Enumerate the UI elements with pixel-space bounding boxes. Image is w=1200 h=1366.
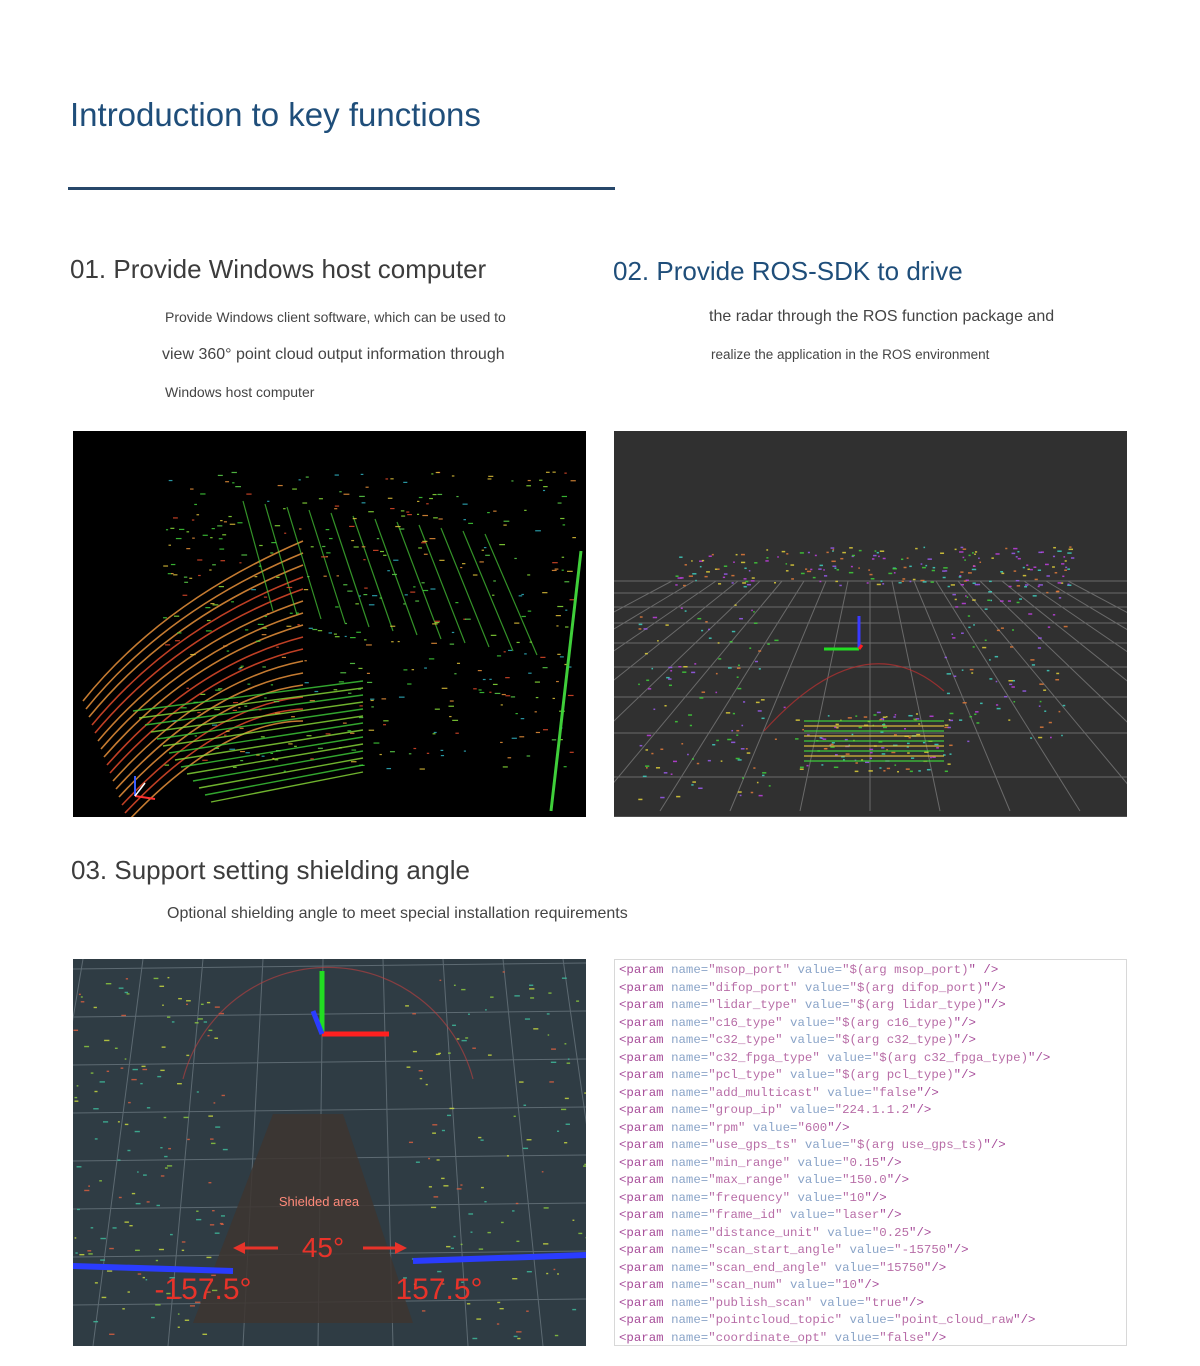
section-1-desc-line-3: Windows host computer [165, 384, 315, 400]
shield-angle-label: 45° [301, 1232, 345, 1263]
code-line-scan-end-angle: <param name="scan_end_angle" value="15750"/> [619, 1260, 947, 1275]
section-1-desc-line-2: view 360° point cloud output information through [162, 346, 505, 363]
section-2-title: 02. Provide ROS-SDK to drive [613, 256, 963, 286]
code-line-scan-start-angle: <param name="scan_start_angle" value="-15750"/> [619, 1243, 969, 1257]
section-1-title: 01. Provide Windows host computer [70, 254, 487, 284]
title-divider [68, 187, 615, 190]
code-line-frame-id: <param name="frame_id" value="laser"/> [619, 1208, 902, 1222]
code-line-c32-type: <param name="c32_type" value="$(arg c32_type)"/> [619, 1033, 976, 1047]
section-2-desc-line-1: the radar through the ROS function package and [709, 308, 1055, 325]
launch-params-code [614, 959, 1127, 1346]
code-line-difop-port: <param name="difop_port" value="$(arg difop_port)"/> [619, 980, 1006, 995]
left-angle-label: -157.5° [154, 1273, 252, 1306]
code-line-pcl-type: <param name="pcl_type" value="$(arg pcl_type)"/> [619, 1068, 976, 1082]
code-line-publish-scan: <param name="publish_scan" value="true"/> [619, 1295, 924, 1310]
section-3-desc-line-1: Optional shielding angle to meet special installation requirements [167, 905, 628, 922]
code-line-msop-port: <param name="msop_port" value="$(arg msop_port)" /> [619, 963, 999, 977]
windows-point-cloud-image [73, 431, 586, 817]
code-line-rpm: <param name="rpm" value="600"/> [619, 1120, 850, 1135]
code-line-scan-num: <param name="scan_num" value="10"/> [619, 1278, 880, 1292]
code-line-frequency: <param name="frequency" value="10"/> [619, 1190, 887, 1205]
code-line-c32-fpga-type: <param name="c32_fpga_type" value="$(arg c32_fpga_type)"/> [619, 1050, 1051, 1065]
code-line-c16-type: <param name="c16_type" value="$(arg c16_type)"/> [619, 1015, 976, 1030]
page-title: Introduction to key functions [70, 96, 481, 133]
code-line-lidar-type: <param name="lidar_type" value="$(arg lidar_type)"/> [619, 998, 1006, 1012]
code-line-distance-unit: <param name="distance_unit" value="0.25"/> [619, 1225, 932, 1240]
shielding-angle-image [73, 959, 586, 1346]
section-3-title: 03. Support setting shielding angle [71, 855, 470, 885]
code-line-use-gps-ts: <param name="use_gps_ts" value="$(arg use_gps_ts)"/> [619, 1138, 1006, 1152]
shielded-area-label: Shielded area [278, 1194, 360, 1209]
section-2-desc-line-2: realize the application in the ROS environment [711, 347, 990, 362]
right-angle-label: 157.5° [395, 1273, 483, 1306]
code-line-pointcloud-topic: <param name="pointcloud_topic" value="point_cloud_raw"/> [619, 1313, 1036, 1327]
code-line-group-ip: <param name="group_ip" value="224.1.1.2"/> [619, 1103, 932, 1117]
ros-rviz-image [614, 431, 1127, 817]
code-line-add-multicast: <param name="add_multicast" value="false"/> [619, 1085, 939, 1100]
code-line-max-range: <param name="max_range" value="150.0"/> [619, 1173, 910, 1187]
section-1-desc-line-1: Provide Windows client software, which can be used to [165, 309, 506, 325]
code-line-min-range: <param name="min_range" value="0.15"/> [619, 1155, 902, 1170]
code-line-coordinate-opt: <param name="coordinate_opt" value="false"/> [619, 1330, 947, 1345]
